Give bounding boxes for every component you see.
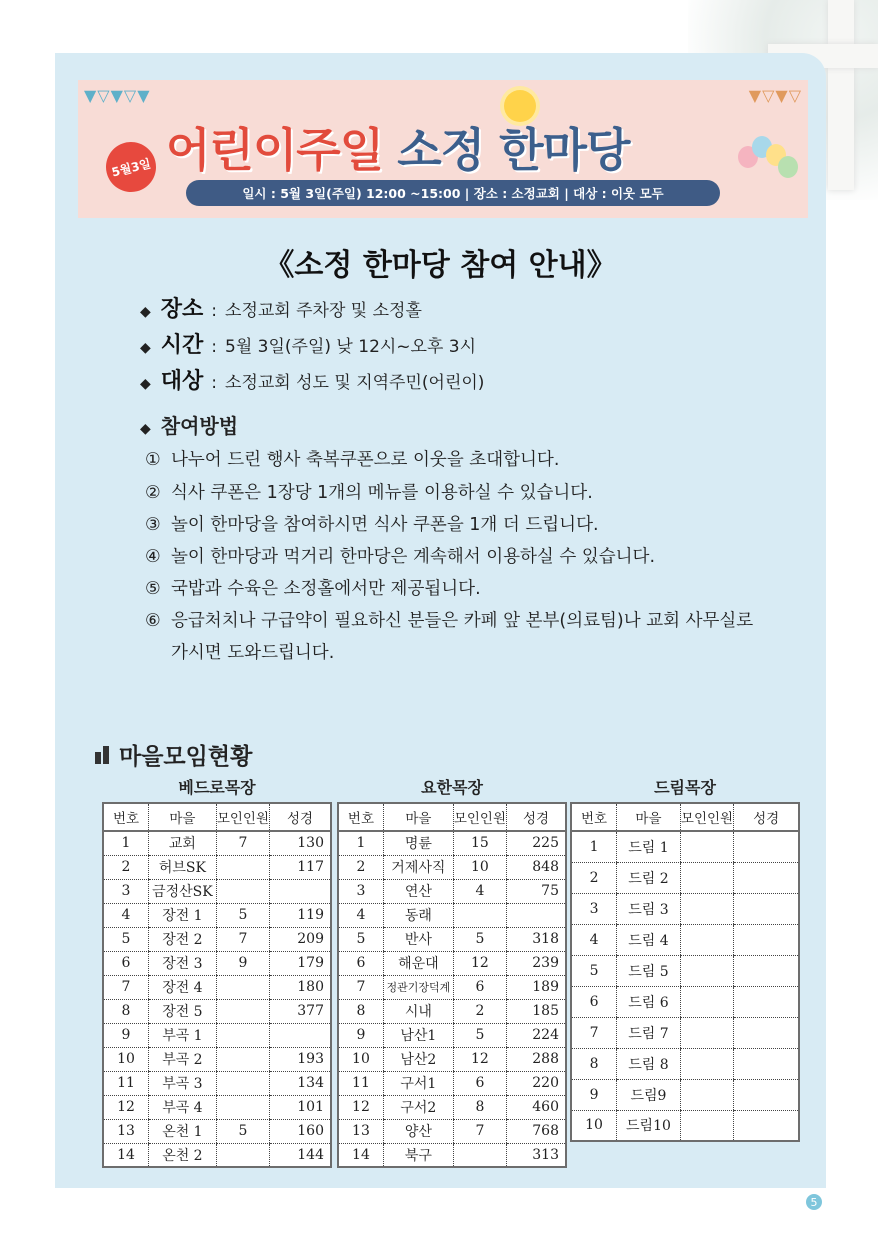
cell-bible: 160 [270,1119,331,1143]
table-row [103,903,331,927]
cell-village: 구서2 [383,1095,453,1119]
cell-number: 9 [571,1079,617,1110]
cell-bible: 220 [507,1071,566,1095]
cell-number: 6 [338,951,383,975]
cell-number: 14 [117,1146,135,1163]
cell-attendance: 7 [216,831,269,855]
method-step: ④ 놀이 한마당과 먹거리 한마당은 계속해서 이용하실 수 있습니다. [145,547,656,567]
table-row [571,924,799,955]
header-number: 번호 [571,803,617,831]
cell-attendance [216,1023,269,1047]
cell-number: 4 [571,924,617,955]
method-step: ⑤ 국밥과 수육은 소정홀에서만 제공됩니다. [145,579,481,599]
cell-number: 12 [103,1095,148,1119]
cross-vertical [828,0,854,190]
cell-number: 9 [103,1023,148,1047]
cell-bible: 144 [270,1143,331,1167]
group-name-peter: 베드로목장 [178,778,256,797]
cell-attendance [216,975,269,999]
cell-village: 남산2 [383,1047,453,1071]
cell-village: 드림 8 [617,1048,681,1079]
header-attendance: 모인인원 [680,803,733,831]
cell-bible: 460 [507,1095,566,1119]
cell-village: 드림 5 [617,955,681,986]
cell-village: 반사 [383,927,453,951]
cell-number: 5 [338,927,383,951]
cell-bible [734,924,799,955]
method-step: ① 나누어 드린 행사 축복쿠폰으로 이웃을 초대합니다. [145,450,560,470]
village-title: 마을모임현황 [95,738,252,771]
cell-number: 6 [571,986,617,1017]
cell-bible: 209 [270,927,331,951]
cell-number: 8 [103,999,148,1023]
cell-attendance: 10 [453,855,506,879]
diamond-bullet-icon: ◆ [140,304,151,320]
cell-bible [734,1017,799,1048]
cell-attendance [680,955,733,986]
table-row [103,1143,331,1167]
cell-bible: 75 [507,879,566,903]
banner-details: 일시 : 5월 3일(주일) 12:00 ~15:00 | 장소 : 소정교회 | 대상 : 이웃 모두 [186,180,720,206]
group-name-dream: 드림목장 [654,778,716,797]
cell-bible [734,862,799,893]
cell-number: 6 [103,951,148,975]
table-row [571,862,799,893]
cell-number: 1 [571,831,617,862]
cell-bible: 189 [507,975,566,999]
table-row [571,1017,799,1048]
cell-bible: 117 [270,855,331,879]
banner-title-blue: 소정 한마당 [397,123,630,177]
cell-attendance [680,862,733,893]
cell-attendance: 8 [453,1095,506,1119]
cell-village: 시내 [383,999,453,1023]
cell-bible: 193 [270,1047,331,1071]
table-row [338,999,566,1023]
cell-bible: 225 [507,831,566,855]
cell-number: 11 [103,1071,148,1095]
cell-number: 7 [338,975,383,999]
info-place: ◆ 장소 : 소정교회 주차장 및 소정홀 [140,297,422,322]
table-row [103,999,331,1023]
cell-attendance: 5 [216,1119,269,1143]
cell-bible: 224 [507,1023,566,1047]
cell-attendance: 12 [453,1047,506,1071]
cell-attendance [680,986,733,1017]
cell-attendance [216,1071,269,1095]
cell-bible: 130 [270,831,331,855]
cell-village: 부곡 3 [148,1071,216,1095]
header-bible: 성경 [734,803,799,831]
cell-attendance [216,1143,269,1167]
cell-number: 3 [338,879,383,903]
cell-bible: 239 [507,951,566,975]
cell-attendance [680,924,733,955]
cell-attendance: 6 [453,975,506,999]
table-row [103,927,331,951]
cell-village: 부곡 4 [148,1095,216,1119]
cell-bible: 318 [507,927,566,951]
header-bible: 성경 [507,803,566,831]
info-target: ◆ 대상 : 소정교회 성도 및 지역주민(어린이) [140,369,485,394]
cell-bible [734,1048,799,1079]
table-row [103,1119,331,1143]
table-row [103,1023,331,1047]
cell-village: 양산 [383,1119,453,1143]
bunting-right-icon: ▼▽▼▽ [748,86,802,105]
cell-bible: 101 [270,1095,331,1119]
info-time: ◆ 시간 : 5월 3일(주일) 낮 12시~오후 3시 [140,333,477,358]
header-number: 번호 [103,803,148,831]
cell-bible: 179 [270,951,331,975]
cell-village: 해운대 [383,951,453,975]
cell-bible [734,831,799,862]
bunting-left-icon: ▼▽▼▽▼ [84,86,151,105]
village-table-dream [570,802,800,1142]
table-row [103,975,331,999]
cell-bible: 377 [270,999,331,1023]
cell-attendance: 7 [216,927,269,951]
cell-village: 드림10 [617,1110,681,1141]
page-heading: 《소정 한마당 참여 안내》 [264,248,617,283]
cell-attendance: 2 [453,999,506,1023]
cell-village: 장전 5 [148,999,216,1023]
banner-title-red: 어린이주일 [166,123,384,177]
village-table-john [337,802,567,1168]
cell-number: 3 [103,879,148,903]
table-row [571,831,799,862]
cell-village: 장전 1 [148,903,216,927]
header-village: 마을 [617,803,681,831]
cell-attendance: 9 [216,951,269,975]
cell-attendance: 12 [453,951,506,975]
method-step-continuation: 가시면 도와드립니다. [171,643,335,663]
cell-bible [507,903,566,927]
document-icon [95,746,111,764]
cell-village: 교회 [148,831,216,855]
banner-title [166,112,726,182]
cell-attendance [680,1079,733,1110]
cell-attendance [680,831,733,862]
cell-number: 10 [585,1117,603,1134]
table-row [571,986,799,1017]
header-number: 번호 [338,803,383,831]
cell-village: 남산1 [383,1023,453,1047]
header-bible: 성경 [270,803,331,831]
header-attendance: 모인인원 [453,803,506,831]
table-row [338,1095,566,1119]
cell-bible: 185 [507,999,566,1023]
cell-village: 장전 2 [148,927,216,951]
cell-bible [734,1110,799,1141]
cell-bible [734,986,799,1017]
cell-number: 12 [338,1095,383,1119]
table-row [338,1047,566,1071]
cell-village: 드림 2 [617,862,681,893]
cell-village: 장전 4 [148,975,216,999]
table-row [103,1095,331,1119]
cell-attendance: 5 [453,927,506,951]
cell-bible: 848 [507,855,566,879]
table-row [338,1143,566,1167]
cell-attendance [680,893,733,924]
table-row [571,1079,799,1110]
group-name-john: 요한목장 [421,778,483,797]
cell-bible: 134 [270,1071,331,1095]
cell-village: 거제사직 [383,855,453,879]
cell-village: 드림 7 [617,1017,681,1048]
cell-attendance: 5 [453,1023,506,1047]
method-title: ◆ 참여방법 [140,414,239,438]
event-banner [78,80,808,218]
cell-number: 2 [571,862,617,893]
cell-attendance: 15 [453,831,506,855]
cell-number: 13 [103,1119,148,1143]
cell-attendance: 6 [453,1071,506,1095]
method-step: ② 식사 쿠폰은 1장당 1개의 메뉴를 이용하실 수 있습니다. [145,483,593,503]
header-attendance: 모인인원 [216,803,269,831]
cell-attendance [453,1143,506,1167]
cell-number: 4 [103,903,148,927]
cell-village: 연산 [383,879,453,903]
table-row [103,1071,331,1095]
cell-attendance [216,1095,269,1119]
table-row [338,1023,566,1047]
cell-village: 드림 1 [617,831,681,862]
cell-number: 8 [338,999,383,1023]
cell-number: 13 [338,1119,383,1143]
cell-attendance [216,855,269,879]
cell-bible: 313 [507,1143,566,1167]
cell-village: 북구 [383,1143,453,1167]
cell-village: 허브SK [148,855,216,879]
page-number: 5 [806,1194,822,1210]
cell-attendance [680,1110,733,1141]
cell-number: 2 [338,855,383,879]
cell-bible: 768 [507,1119,566,1143]
cell-village: 드림 6 [617,986,681,1017]
cell-number: 10 [338,1047,383,1071]
cell-village: 구서1 [383,1071,453,1095]
cell-number: 1 [103,831,148,855]
cell-number: 3 [571,893,617,924]
table-row [103,1047,331,1071]
diamond-bullet-icon: ◆ [140,376,151,392]
cell-village: 온천 2 [148,1143,216,1167]
cell-number: 4 [338,903,383,927]
table-row [338,879,566,903]
cell-attendance [216,879,269,903]
cell-bible [270,879,331,903]
table-row [338,1119,566,1143]
table-row [571,955,799,986]
cell-bible [734,893,799,924]
header-village: 마을 [383,803,453,831]
cell-bible: 288 [507,1047,566,1071]
table-row [571,1110,799,1141]
balloons-icon [738,136,798,186]
cell-village: 드림 3 [617,893,681,924]
cell-village: 장전 3 [148,951,216,975]
cell-attendance [216,1047,269,1071]
table-row [338,855,566,879]
cell-village: 드림9 [617,1079,681,1110]
cell-bible [734,1079,799,1110]
cell-number: 7 [103,975,148,999]
table-row [571,893,799,924]
cell-village: 금정산SK [148,879,216,903]
diamond-bullet-icon: ◆ [140,340,151,356]
cell-attendance [216,999,269,1023]
table-row [103,855,331,879]
cell-attendance: 5 [216,903,269,927]
table-row [103,879,331,903]
cell-village: 온천 1 [148,1119,216,1143]
village-table-peter [102,802,332,1168]
cell-village: 부곡 2 [148,1047,216,1071]
cell-village: 명륜 [383,831,453,855]
cell-bible [270,1023,331,1047]
cell-attendance [453,903,506,927]
table-row [338,927,566,951]
cell-number: 9 [338,1023,383,1047]
cell-number: 10 [103,1047,148,1071]
cell-village: 동래 [383,903,453,927]
cell-number: 7 [571,1017,617,1048]
cell-number: 14 [352,1146,370,1163]
cell-village: 부곡 1 [148,1023,216,1047]
table-row [103,951,331,975]
cell-number: 5 [103,927,148,951]
diamond-bullet-icon: ◆ [140,421,151,437]
cell-attendance [680,1017,733,1048]
method-step: ③ 놀이 한마당을 참여하시면 식사 쿠폰을 1개 더 드립니다. [145,515,599,535]
table-row [103,831,331,855]
cell-number: 8 [571,1048,617,1079]
date-badge: 5월3일 [101,137,162,198]
table-row [338,975,566,999]
table-row [338,1071,566,1095]
cell-attendance [680,1048,733,1079]
cell-village: 정관기장덕계 [383,975,453,999]
header-village: 마을 [148,803,216,831]
cell-number: 2 [103,855,148,879]
table-row [338,903,566,927]
table-row [571,1048,799,1079]
method-step: ⑥ 응급처치나 구급약이 필요하신 분들은 카페 앞 본부(의료팀)나 교회 사무실로 [145,611,754,631]
cell-attendance: 7 [453,1119,506,1143]
table-row [338,951,566,975]
table-row [338,831,566,855]
cell-number: 1 [338,831,383,855]
cell-number: 11 [338,1071,383,1095]
cell-bible: 119 [270,903,331,927]
cell-village: 드림 4 [617,924,681,955]
cell-bible: 180 [270,975,331,999]
cell-bible [734,955,799,986]
cell-number: 5 [571,955,617,986]
cell-attendance: 4 [453,879,506,903]
